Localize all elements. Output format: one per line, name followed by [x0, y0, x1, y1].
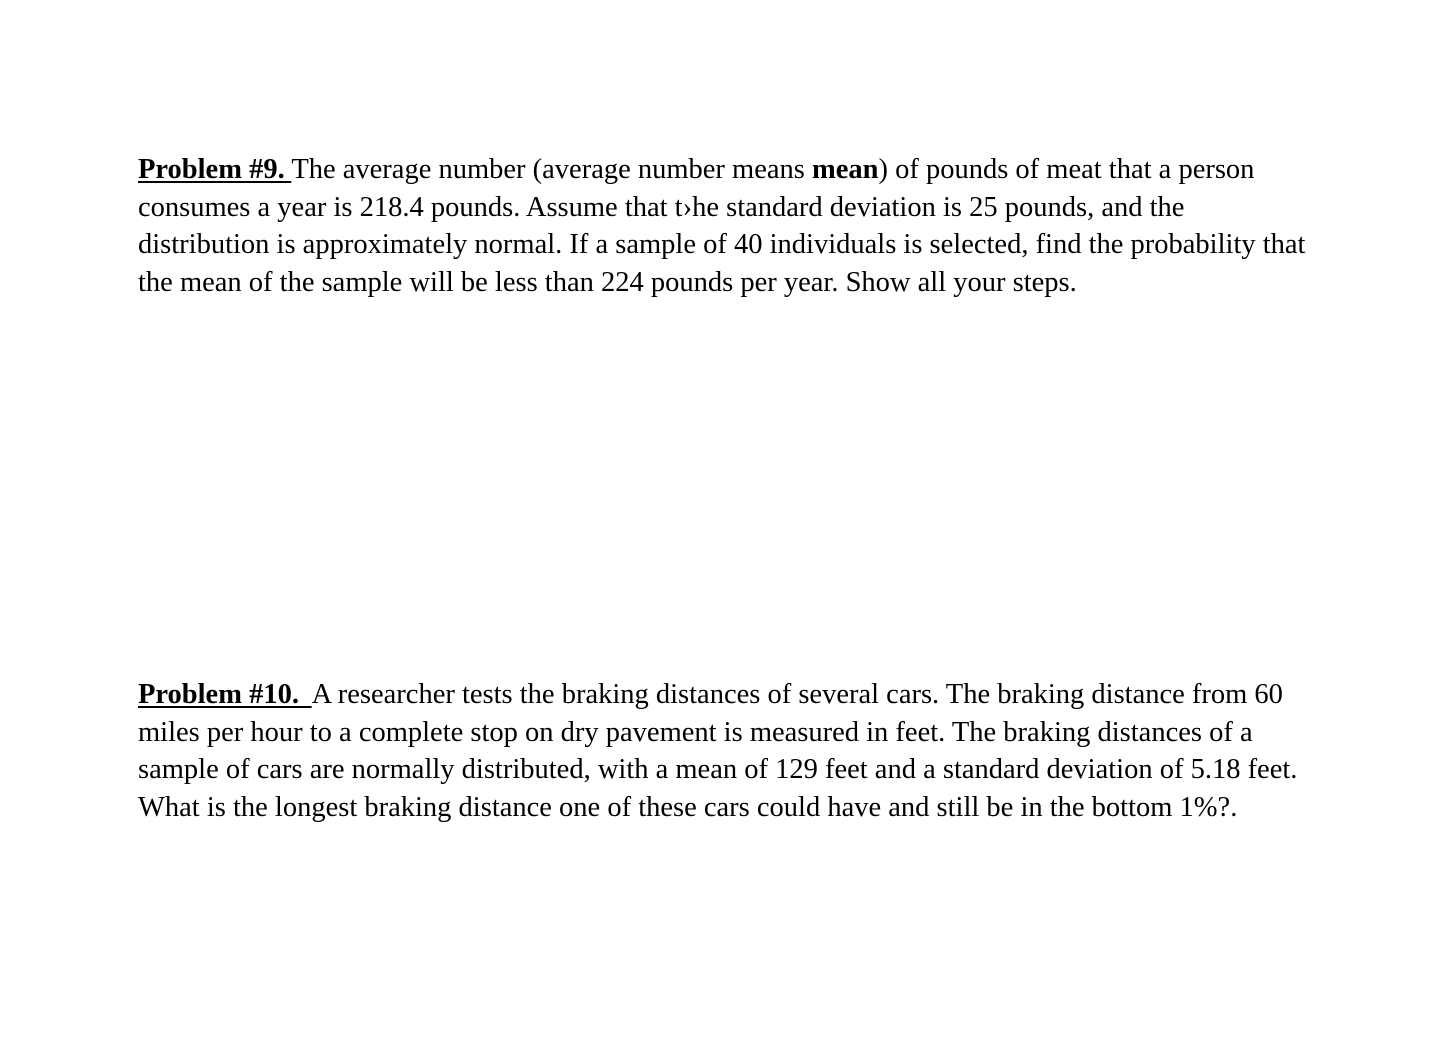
- problem-9-emphasis-mean: mean: [811, 154, 879, 185]
- problem-10-text: A researcher tests the braking distances of several cars. The braking distance from 60 miles per hour to a complete stop on dry pavement is measured in feet. The braking distances of a sample of cars are normally distributed, with a mean of 129 feet and a standard deviation of 5.18 feet. What is the longest braking distance one of these cars could have and still be in the bottom 1%?.: [138, 679, 1298, 823]
- problem-10-label-gap: [299, 679, 312, 710]
- problem-9-paragraph: [138, 151, 1318, 301]
- problem-9-text-part-1: The average number (average number means: [291, 154, 812, 185]
- problem-9-label: Problem #9.: [138, 154, 285, 185]
- problem-10-paragraph: [138, 676, 1318, 826]
- problem-10-label: Problem #10.: [138, 679, 299, 710]
- problem-9-text-part-2: ) of pounds of meat that a person consumes a year is 218.4 pounds. Assume that t›he standard deviation is 25 pounds, and the distribution is approximately normal. If a sample of 40 individuals is selected, find the probability that the mean of the sample will be less than 224 pounds per year. Show all your steps.: [138, 154, 1306, 298]
